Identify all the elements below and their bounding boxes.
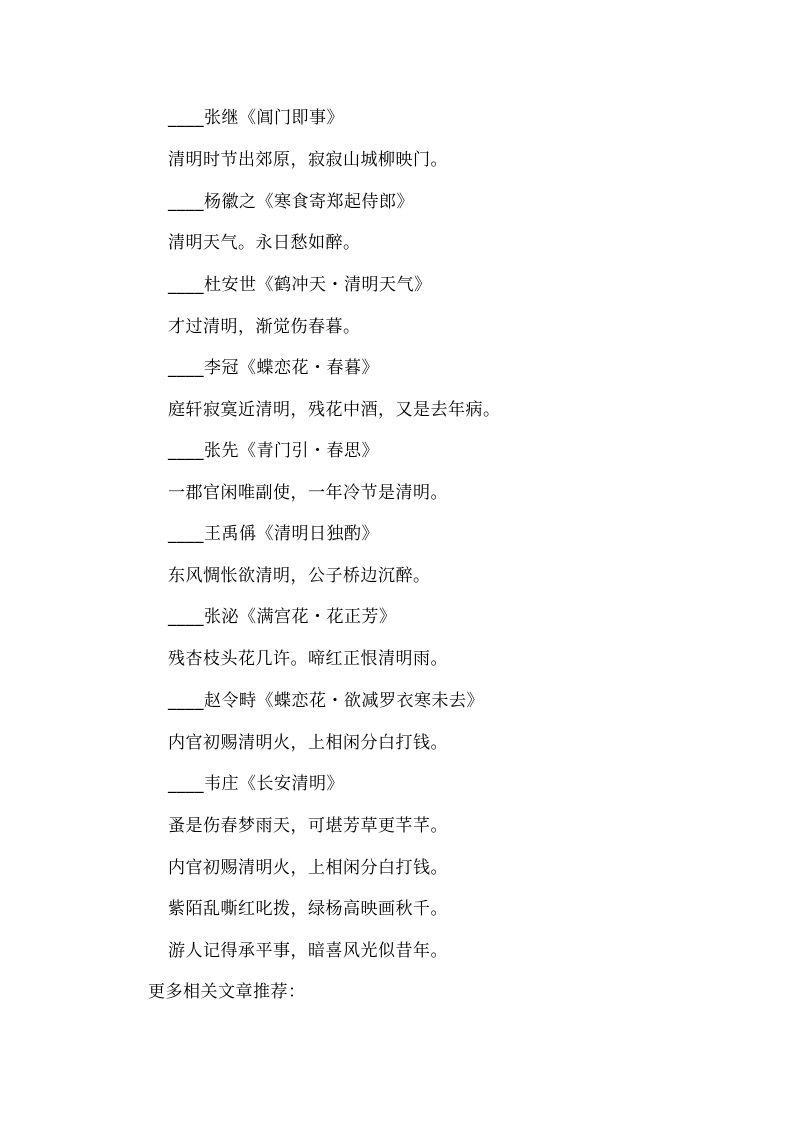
verse-line: 游人记得承平事，暗喜风光似昔年。 — [168, 941, 448, 961]
attribution-line: ____李冠《蝶恋花・春暮》 — [168, 358, 379, 378]
verse-line: 才过清明，渐觉伤春暮。 — [168, 317, 361, 337]
verse-line: 紫陌乱嘶红叱拨，绿杨高映画秋千。 — [168, 899, 448, 919]
related-articles-heading: 更多相关文章推荐： — [148, 982, 306, 1002]
attribution-line: ____张继《阊门即事》 — [168, 108, 344, 128]
verse-line: 一郡官闲唯副使，一年冷节是清明。 — [168, 483, 448, 503]
attribution-line: ____杨徽之《寒食寄郑起侍郎》 — [168, 192, 414, 212]
verse-line: 残杏枝头花几许。啼红正恨清明雨。 — [168, 649, 448, 669]
verse-line: 内官初赐清明火，上相闲分白打钱。 — [168, 733, 448, 753]
attribution-line: ____杜安世《鹤冲天・清明天气》 — [168, 275, 432, 295]
attribution-line: ____张泌《满宫花・花正芳》 — [168, 607, 397, 627]
verse-line: 蚤是伤春梦雨天，可堪芳草更芊芊。 — [168, 816, 448, 836]
verse-line: 庭轩寂寞近清明，残花中酒，又是去年病。 — [168, 400, 501, 420]
verse-line: 清明天气。永日愁如醉。 — [168, 233, 361, 253]
attribution-line: ____张先《青门引・春思》 — [168, 441, 379, 461]
verse-line: 清明时节出郊原，寂寂山城柳映门。 — [168, 150, 448, 170]
verse-line: 东风惆怅欲清明，公子桥边沉醉。 — [168, 566, 431, 586]
verse-line: 内官初赐清明火，上相闲分白打钱。 — [168, 858, 448, 878]
attribution-line: ____赵令畤《蝶恋花・欲减罗衣寒未去》 — [168, 691, 484, 711]
attribution-line: ____韦庄《长安清明》 — [168, 774, 344, 794]
attribution-line: ____王禹偁《清明日独酌》 — [168, 524, 379, 544]
